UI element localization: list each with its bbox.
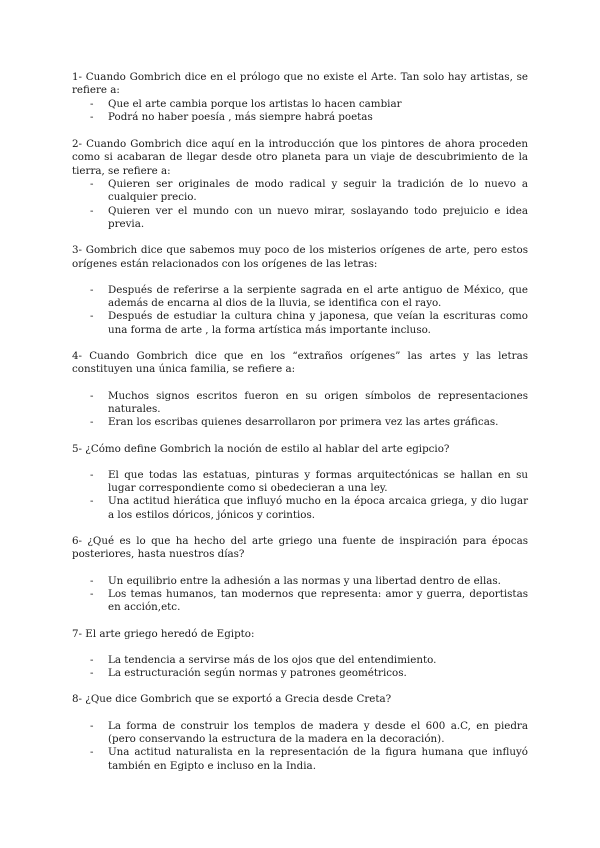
answer-item [72, 746, 528, 773]
answer-item [72, 284, 528, 311]
answer-item [72, 667, 528, 680]
answer-text: Quieren ver el mundo con un nuevo mirar, soslayando todo prejuicio e idea previa. [108, 204, 528, 230]
question-text: 6- ¿Qué es lo que ha hecho del arte griego una fuente de inspiración para épocas posteriores, hasta nuestros días? [72, 535, 528, 561]
bullet-dash: - [90, 97, 94, 110]
answer-list [72, 98, 528, 125]
bullet-dash: - [90, 746, 94, 759]
answer-item [72, 111, 528, 124]
answer-list [72, 178, 528, 231]
bullet-dash: - [90, 495, 94, 508]
bullet-dash: - [90, 204, 94, 217]
answer-item [72, 720, 528, 747]
question-text: 7- El arte griego heredó de Egipto: [72, 627, 255, 640]
question-text: 4- Cuando Gombrich dice que en los “extraños orígenes” las artes y las letras constituyen una única familia, se refiere a: [72, 350, 528, 376]
answer-text: Quieren ser originales de modo radical y seguir la tradición de lo nuevo a cualquier precio. [108, 178, 528, 204]
answer-item [72, 98, 528, 111]
answer-text: El que todas las estatuas, pinturas y formas arquitectónicas se hallan en su lugar correspondiente como si obedecieran a una ley. [108, 468, 528, 495]
answer-item [72, 310, 528, 337]
answer-text: Después de estudiar la cultura china y japonesa, que veían la escrituras como una forma de arte , la forma artística más importante incluso. [108, 310, 528, 336]
question-text: 1- Cuando Gombrich dice en el prólogo que no existe el Arte. Tan solo hay artistas, se refiere a: [72, 71, 528, 97]
answer-list [72, 469, 528, 522]
answer-text: Que el arte cambia porque los artistas lo hacen cambiar [108, 97, 402, 110]
answer-list [72, 720, 528, 773]
answer-text: Los temas humanos, tan modernos que representa: amor y guerra, deportistas en acción,etc. [108, 587, 528, 614]
answer-item [72, 469, 528, 496]
question-8 [72, 693, 528, 772]
answer-text: Podrá no haber poesía , más siempre habrá poetas [108, 110, 373, 123]
question-1 [72, 71, 528, 124]
question-text: 5- ¿Cómo define Gombrich la noción de estilo al hablar del arte egipcio? [72, 442, 450, 455]
question-3 [72, 244, 528, 337]
answer-text: Eran los escribas quienes desarrollaron por primera vez las artes gráficas. [108, 416, 499, 429]
bullet-dash: - [90, 587, 94, 600]
answer-text: Muchos signos escritos fueron en su origen símbolos de representaciones naturales. [108, 389, 528, 415]
bullet-dash: - [90, 667, 94, 680]
answer-item [72, 575, 528, 588]
question-4 [72, 350, 528, 429]
answer-item [72, 178, 528, 205]
answer-text: Un equilibrio entre la adhesión a las normas y una libertad dentro de ellas. [108, 574, 501, 587]
bullet-dash: - [90, 389, 94, 402]
answer-text: Una actitud naturalista en la representación de la figura humana que influyó también en Egipto e incluso en la India. [108, 746, 528, 772]
answer-text: La tendencia a servirse más de los ojos que del entendimiento. [108, 653, 437, 666]
question-text: 8- ¿Que dice Gombrich que se exportó a Grecia desde Creta? [72, 693, 392, 706]
question-6 [72, 535, 528, 614]
answer-text: La estructuración según normas y patrones geométricos. [108, 667, 407, 680]
answer-item [72, 390, 528, 417]
answer-item [72, 416, 528, 429]
question-7 [72, 628, 528, 681]
answer-list [72, 390, 528, 430]
bullet-dash: - [90, 574, 94, 587]
answer-list [72, 575, 528, 615]
bullet-dash: - [90, 310, 94, 323]
answer-text: Una actitud hierática que influyó mucho en la época arcaica griega, y dio lugar a los estilos dóricos, jónicos y corintios. [108, 495, 528, 521]
bullet-dash: - [90, 416, 94, 429]
bullet-dash: - [90, 653, 94, 666]
question-2 [72, 138, 528, 231]
answer-text: Después de referirse a la serpiente sagrada en el arte antiguo de México, que además de encarna al dios de la lluvia, se identifica con el rayo. [108, 283, 528, 310]
answer-item [72, 588, 528, 615]
bullet-dash: - [90, 110, 94, 123]
bullet-dash: - [90, 719, 94, 732]
bullet-dash: - [90, 468, 94, 481]
question-5 [72, 443, 528, 522]
answer-text: La forma de construir los templos de madera y desde el 600 a.C, en piedra (pero conservando la estructura de la madera en la decoración). [108, 719, 528, 745]
answer-list [72, 654, 528, 681]
question-text: 2- Cuando Gombrich dice aquí en la introducción que los pintores de ahora proceden como si acabaran de llegar desde otro planeta para un viaje de descubrimiento de la tierra, se refiere a: [72, 138, 528, 177]
bullet-dash: - [90, 283, 94, 296]
question-text: 3- Gombrich dice que sabemos muy poco de los misterios orígenes de arte, pero estos orígenes están relacionados con los orígenes de las letras: [72, 244, 528, 270]
answer-item [72, 654, 528, 667]
bullet-dash: - [90, 178, 94, 191]
answer-item [72, 495, 528, 522]
answer-list [72, 284, 528, 337]
answer-item [72, 205, 528, 232]
